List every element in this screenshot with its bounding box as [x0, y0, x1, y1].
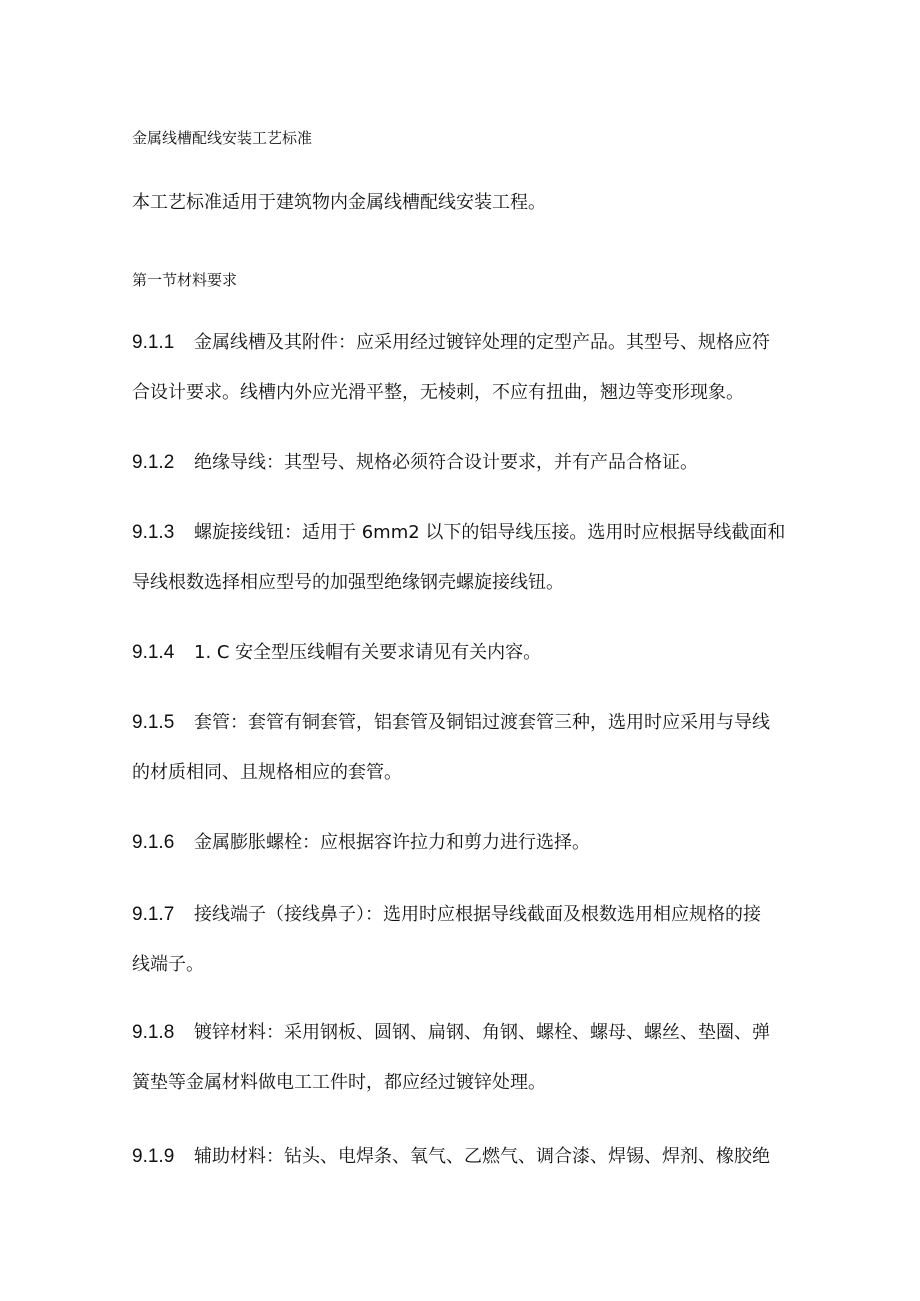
clause-9-1-1	[132, 328, 792, 428]
clause-number: 9.1.3	[132, 522, 175, 543]
clause-line	[132, 1018, 792, 1068]
clause-number: 9.1.5	[132, 712, 175, 733]
clause-text: 绝缘导线：其型号、规格必须符合设计要求，并有产品合格证。	[194, 452, 698, 473]
clause-text: 辅助材料：钻头、电焊条、氧气、乙燃气、调合漆、焊锡、焊剂、橡胶绝	[194, 1146, 770, 1167]
clause-number: 9.1.7	[132, 904, 175, 925]
clause-9-1-6	[132, 828, 792, 878]
clause-line	[132, 900, 792, 950]
clause-text: 套管：套管有铜套管，铝套管及铜铝过渡套管三种，选用时应采用与导线	[194, 712, 770, 733]
clause-line: 的材质相同、且规格相应的套管。	[132, 762, 402, 783]
clause-9-1-9	[132, 1142, 792, 1192]
clause-number: 9.1.2	[132, 452, 175, 473]
clause-text: 1. C 安全型压线帽有关要求请见有关内容。	[194, 642, 542, 663]
clause-text: 螺旋接线钮：适用于 6mm2 以下的铝导线压接。选用时应根据导线截面和	[194, 522, 786, 543]
clause-line	[132, 1142, 792, 1192]
clause-line	[132, 518, 792, 568]
clause-number: 9.1.9	[132, 1146, 175, 1167]
clause-line	[132, 448, 792, 498]
clause-number: 9.1.4	[132, 642, 175, 663]
clause-line: 导线根数选择相应型号的加强型绝缘钢壳螺旋接线钮。	[132, 572, 564, 593]
clause-line: 簧垫等金属材料做电工工件时，都应经过镀锌处理。	[132, 1072, 546, 1093]
section-heading: 第一节材料要求	[132, 271, 238, 289]
clause-line	[132, 708, 792, 758]
clause-9-1-3	[132, 518, 792, 618]
clause-line	[132, 828, 792, 878]
clause-text: 镀锌材料：采用钢板、圆钢、扁钢、角钢、螺栓、螺母、螺丝、垫圈、弹	[194, 1022, 770, 1043]
clause-number: 9.1.6	[132, 832, 175, 853]
clause-number: 9.1.8	[132, 1022, 175, 1043]
clause-9-1-2	[132, 448, 792, 498]
clause-9-1-5	[132, 708, 792, 808]
clause-9-1-4	[132, 638, 792, 688]
clause-line	[132, 328, 792, 378]
clause-line	[132, 638, 792, 688]
clause-line: 线端子。	[132, 954, 204, 975]
clause-number: 9.1.1	[132, 332, 175, 353]
clause-line: 合设计要求。线槽内外应光滑平整，无棱刺，不应有扭曲，翘边等变形现象。	[132, 382, 744, 403]
clause-9-1-7	[132, 900, 792, 1000]
clause-text: 金属膨胀螺栓：应根据容许拉力和剪力进行选择。	[194, 832, 590, 853]
clause-9-1-8	[132, 1018, 792, 1118]
document-title: 金属线槽配线安装工艺标准	[132, 129, 313, 147]
scope-statement: 本工艺标准适用于建筑物内金属线槽配线安装工程。	[132, 192, 546, 213]
clause-text: 接线端子（接线鼻子）：选用时应根据导线截面及根数选用相应规格的接	[194, 904, 761, 925]
clause-text: 金属线槽及其附件：应采用经过镀锌处理的定型产品。其型号、规格应符	[194, 332, 770, 353]
